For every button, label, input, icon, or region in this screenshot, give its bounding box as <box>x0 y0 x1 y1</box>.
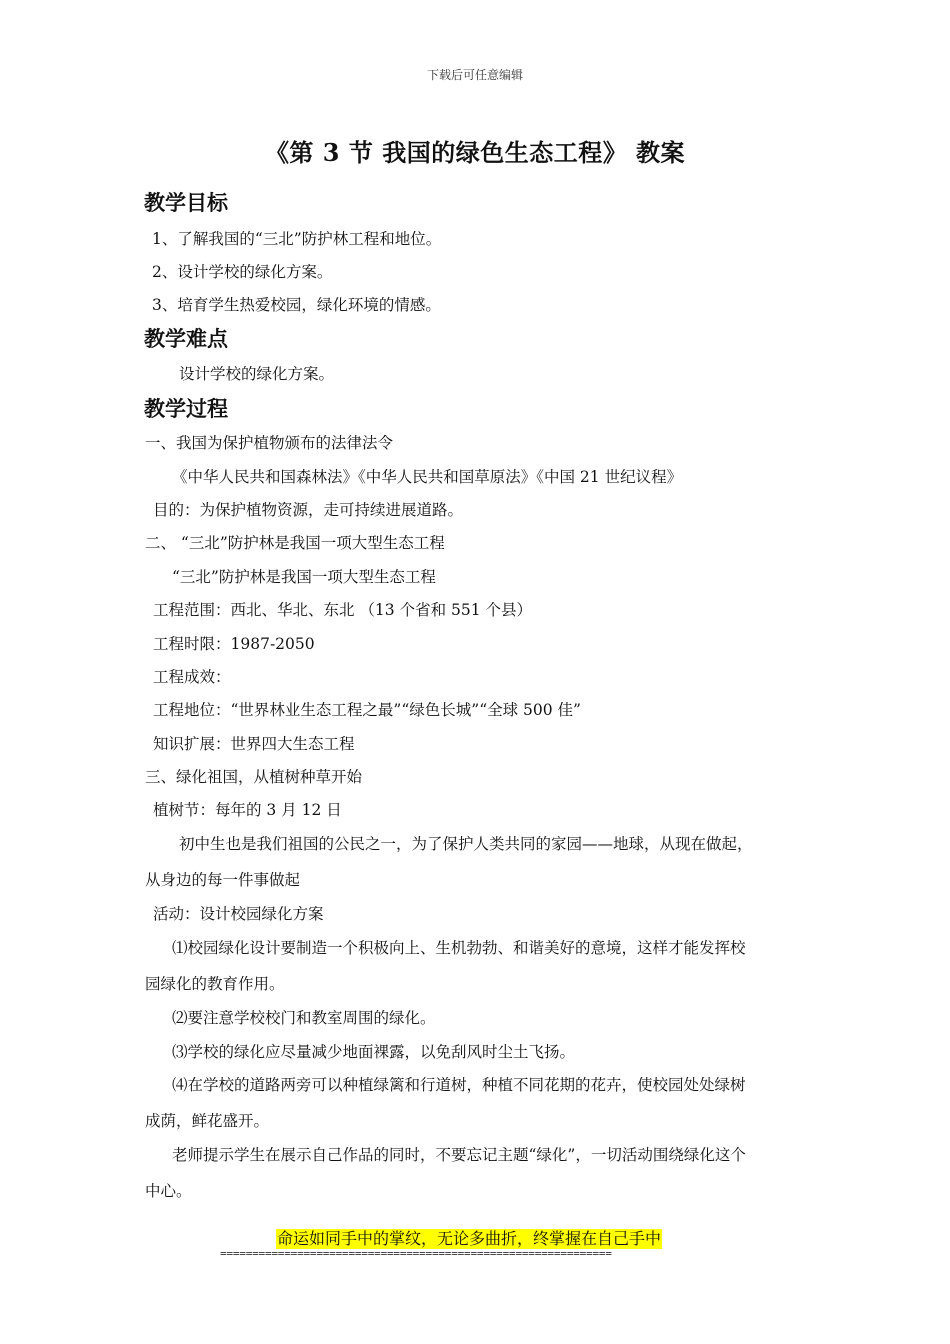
footer-motto: 命运如同手中的掌纹，无论多曲折，终掌握在自己手中 <box>277 1229 662 1248</box>
process-line: 植树节：每年的 3 月 12 日 <box>153 801 342 819</box>
process-line: 从身边的每一件事做起 <box>145 871 301 889</box>
process-line: ⑴校园绿化设计要制造一个积极向上、生机勃勃、和谐美好的意境，这样才能发挥校 <box>172 939 746 957</box>
process-line: 中心。 <box>145 1182 192 1200</box>
process-line: 成荫，鲜花盛开。 <box>145 1112 270 1130</box>
objective-item: 2、设计学校的绿化方案。 <box>152 263 333 281</box>
process-line: 工程地位：“世界林业生态工程之最”“绿色长城”“全球 500 佳” <box>153 701 581 719</box>
page-title: 《第 3 节 我国的绿色生态工程》 教案 <box>264 138 686 167</box>
process-line: 活动：设计校园绿化方案 <box>153 905 324 923</box>
process-line: 知识扩展：世界四大生态工程 <box>153 735 355 753</box>
process-line: 工程成效： <box>153 668 231 686</box>
process-line: 老师提示学生在展示自己作品的同时，不要忘记主题“绿化”，一切活动围绕绿化这个 <box>172 1146 746 1164</box>
process-line: ⑵要注意学校校门和教室周围的绿化。 <box>172 1009 436 1027</box>
process-line: 园绿化的教育作用。 <box>145 975 285 993</box>
process-line: 一、我国为保护植物颁布的法律法令 <box>145 434 394 452</box>
process-line: 二、 “三北”防护林是我国一项大型生态工程 <box>145 534 445 552</box>
objective-item: 3、培育学生热爱校园，绿化环境的情感。 <box>152 296 441 314</box>
difficulty-text: 设计学校的绿化方案。 <box>179 365 335 383</box>
process-line: 《中华人民共和国森林法》《中华人民共和国草原法》《中国 21 世纪议程》 <box>172 468 683 486</box>
footer-rule: ============================================================= <box>220 1247 612 1260</box>
objective-item: 1、了解我国的“三北”防护林工程和地位。 <box>152 230 442 248</box>
section-heading-difficulty: 教学难点 <box>144 327 228 351</box>
process-line: 目的：为保护植物资源，走可持续进展道路。 <box>153 501 464 519</box>
header-note: 下载后可任意编辑 <box>426 68 523 82</box>
section-heading-objectives: 教学目标 <box>144 191 228 215</box>
process-line: 工程范围：西北、华北、东北 （13 个省和 551 个县） <box>153 601 533 619</box>
process-line: “三北”防护林是我国一项大型生态工程 <box>172 568 436 586</box>
process-line: 三、绿化祖国，从植树种草开始 <box>145 768 363 786</box>
process-line: 初中生也是我们祖国的公民之一，为了保护人类共同的家园——地球，从现在做起， <box>179 835 753 853</box>
process-line: 工程时限：1987-2050 <box>153 635 315 653</box>
process-line: ⑶学校的绿化应尽量减少地面裸露，以免刮风时尘土飞扬。 <box>172 1043 576 1061</box>
process-line: ⑷在学校的道路两旁可以种植绿篱和行道树，种植不同花期的花卉，使校园处处绿树 <box>172 1076 746 1094</box>
section-heading-process: 教学过程 <box>144 397 228 421</box>
